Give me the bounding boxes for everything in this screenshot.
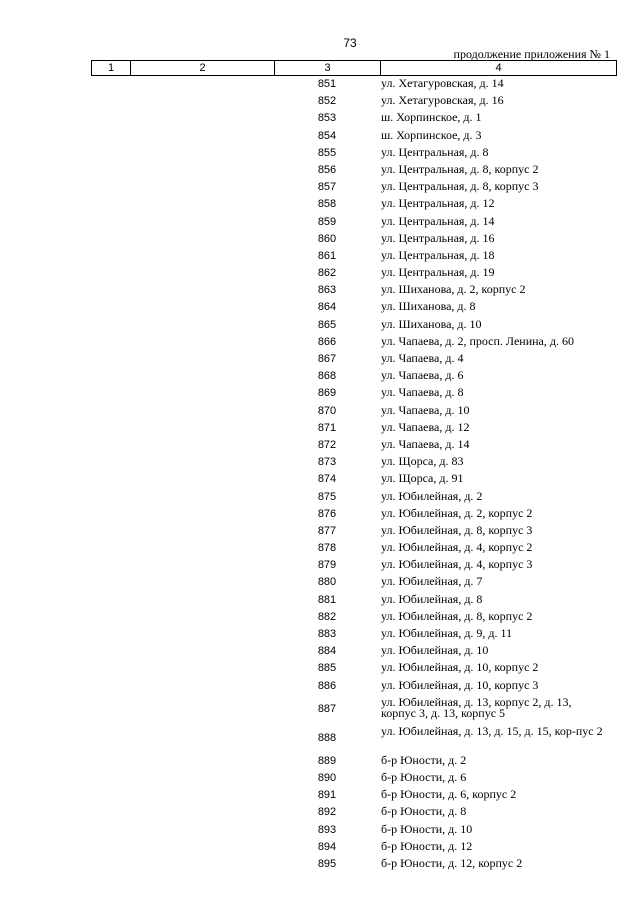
table-row (0, 506, 640, 523)
continuation-note: продолжение приложения № 1 (453, 47, 610, 61)
row-address: ул. Юбилейная, д. 8 (381, 591, 483, 606)
row-number: 864 (317, 301, 337, 314)
row-number: 861 (317, 249, 337, 262)
row-number: 883 (317, 628, 337, 640)
table-row (0, 787, 640, 804)
row-address: б-р Юности, д. 6 (381, 769, 467, 784)
row-address: б-р Юности, д. 10 (381, 821, 473, 836)
table-row (0, 609, 640, 626)
row-number: 857 (317, 181, 337, 194)
row-number: 872 (317, 438, 337, 451)
row-address: ул. Щорса, д. 91 (381, 471, 464, 486)
table-row (0, 196, 640, 213)
table-row (0, 678, 640, 695)
table-row (0, 437, 640, 454)
row-address: ул. Юбилейная, д. 13, д. 15, д. 15, кор-пус 2 (381, 723, 603, 738)
table-row (0, 76, 640, 93)
row-address: ул. Юбилейная, д. 13, корпус 2, д. 13, корпус 3, д. 13, корпус 5 (381, 694, 572, 720)
row-address: ш. Хорпинское, д. 1 (381, 110, 482, 125)
table-row (0, 368, 640, 385)
row-address: ул. Центральная, д. 18 (381, 247, 495, 262)
row-address: ул. Чапаева, д. 2, просп. Ленина, д. 60 (381, 333, 574, 348)
row-number: 851 (317, 78, 337, 90)
row-number: 892 (317, 806, 337, 819)
row-number: 893 (317, 823, 337, 836)
table-row (0, 839, 640, 856)
row-address: ул. Юбилейная, д. 8, корпус 3 (381, 522, 533, 537)
table-row (0, 557, 640, 574)
table-row (0, 804, 640, 821)
row-number: 865 (317, 318, 337, 331)
row-number: 870 (317, 404, 337, 417)
row-address: ул. Юбилейная, д. 9, д. 11 (381, 626, 513, 640)
row-address: ул. Центральная, д. 14 (381, 213, 495, 228)
table-row (0, 317, 640, 334)
row-number: 889 (317, 754, 337, 767)
table-row (0, 523, 640, 540)
table-row (0, 145, 640, 162)
table-row (0, 179, 640, 196)
table-row (0, 489, 640, 506)
table-row (0, 770, 640, 787)
column-header-4: 4 (381, 61, 617, 76)
row-number: 863 (317, 284, 337, 297)
table-row (0, 299, 640, 316)
row-number: 875 (317, 490, 337, 503)
row-address: ул. Юбилейная, д. 2 (381, 488, 483, 503)
row-address: б-р Юности, д. 12, корпус 2 (381, 855, 523, 870)
row-number: 880 (317, 576, 337, 589)
column-header-1: 1 (92, 61, 131, 76)
row-address: ул. Шиханова, д. 8 (381, 299, 476, 314)
row-number: 895 (317, 857, 337, 870)
table-row (0, 265, 640, 282)
row-address: ул. Щорса, д. 83 (381, 454, 464, 469)
row-address: ул. Чапаева, д. 14 (381, 436, 470, 451)
table-row (0, 574, 640, 591)
row-number: 885 (317, 662, 337, 675)
row-address: ул. Шиханова, д. 2, корпус 2 (381, 282, 526, 297)
table-row (0, 540, 640, 557)
table-row (0, 93, 640, 110)
row-number: 873 (317, 456, 337, 469)
row-address: ул. Хетагуровская, д. 16 (381, 93, 504, 108)
row-number: 887 (317, 702, 337, 715)
row-address: б-р Юности, д. 12 (381, 838, 473, 853)
table-row (0, 454, 640, 471)
row-number: 868 (317, 370, 337, 383)
row-address: ул. Чапаева, д. 8 (381, 385, 464, 400)
row-number: 867 (317, 353, 337, 365)
row-number: 886 (317, 679, 337, 692)
table-row (0, 214, 640, 231)
column-header-2: 2 (131, 61, 275, 76)
row-address: б-р Юности, д. 6, корпус 2 (381, 787, 517, 802)
row-number: 860 (317, 232, 337, 245)
row-address: ул. Хетагуровская, д. 14 (381, 76, 504, 90)
table-row (0, 334, 640, 351)
row-number: 871 (317, 421, 337, 434)
row-address: ул. Центральная, д. 8 (381, 144, 489, 159)
table-row (0, 660, 640, 677)
table-row (0, 403, 640, 420)
table-row (0, 351, 640, 368)
row-number: 852 (317, 95, 337, 108)
row-address: ул. Юбилейная, д. 4, корпус 3 (381, 557, 533, 572)
row-number: 853 (317, 112, 337, 125)
table-row (0, 248, 640, 265)
row-number: 877 (317, 524, 337, 537)
table-row (0, 128, 640, 145)
table-row (0, 822, 640, 839)
row-number: 858 (317, 198, 337, 211)
table-row (0, 856, 640, 873)
row-number: 888 (317, 731, 337, 744)
row-address: ул. Юбилейная, д. 10, корпус 2 (381, 660, 539, 675)
row-address: ул. Юбилейная, д. 4, корпус 2 (381, 540, 533, 555)
table-row (0, 626, 640, 643)
row-number: 869 (317, 387, 337, 400)
row-address: ул. Юбилейная, д. 8, корпус 2 (381, 608, 533, 623)
row-address: ул. Центральная, д. 12 (381, 196, 495, 211)
column-header-3: 3 (275, 61, 381, 76)
row-number: 882 (317, 610, 337, 623)
row-number: 890 (317, 771, 337, 784)
row-address: ул. Чапаева, д. 12 (381, 419, 470, 434)
row-number: 876 (317, 507, 337, 520)
table-row (0, 471, 640, 488)
row-address: ул. Юбилейная, д. 10, корпус 3 (381, 677, 539, 692)
row-address: ул. Чапаева, д. 4 (381, 351, 464, 365)
row-address: ул. Центральная, д. 19 (381, 265, 495, 280)
row-address: ул. Центральная, д. 16 (381, 230, 495, 245)
page-number: 73 (343, 36, 357, 50)
row-address: ул. Шиханова, д. 10 (381, 316, 482, 331)
table-row (0, 282, 640, 299)
table-row (0, 162, 640, 179)
table-row (0, 385, 640, 402)
row-address: ул. Юбилейная, д. 2, корпус 2 (381, 505, 533, 520)
row-address: ш. Хорпинское, д. 3 (381, 127, 482, 142)
address-list (0, 76, 640, 873)
table-row (0, 724, 640, 753)
row-number: 866 (317, 335, 337, 348)
row-address: ул. Чапаева, д. 10 (381, 402, 470, 417)
table-row (0, 753, 640, 770)
row-number: 855 (317, 146, 337, 159)
row-number: 859 (317, 215, 337, 228)
row-number: 881 (317, 593, 337, 606)
table-row (0, 643, 640, 660)
table-row (0, 420, 640, 437)
table-row (0, 110, 640, 127)
row-address: ул. Центральная, д. 8, корпус 3 (381, 179, 539, 194)
row-number: 891 (317, 789, 337, 802)
row-address: ул. Юбилейная, д. 7 (381, 574, 483, 589)
table-row (0, 695, 640, 724)
row-number: 879 (317, 559, 337, 572)
row-address: ул. Юбилейная, д. 10 (381, 643, 489, 658)
row-number: 878 (317, 542, 337, 555)
row-address: б-р Юности, д. 8 (381, 804, 467, 819)
row-number: 862 (317, 267, 337, 280)
row-address: ул. Чапаева, д. 6 (381, 368, 464, 383)
row-number: 894 (317, 840, 337, 853)
row-number: 874 (317, 473, 337, 486)
table-row (0, 592, 640, 609)
row-address: ул. Центральная, д. 8, корпус 2 (381, 161, 539, 176)
row-number: 854 (317, 129, 337, 142)
row-address: б-р Юности, д. 2 (381, 752, 467, 767)
column-header-table (91, 60, 617, 76)
table-row (0, 231, 640, 248)
row-number: 856 (317, 163, 337, 176)
row-number: 884 (317, 645, 337, 658)
